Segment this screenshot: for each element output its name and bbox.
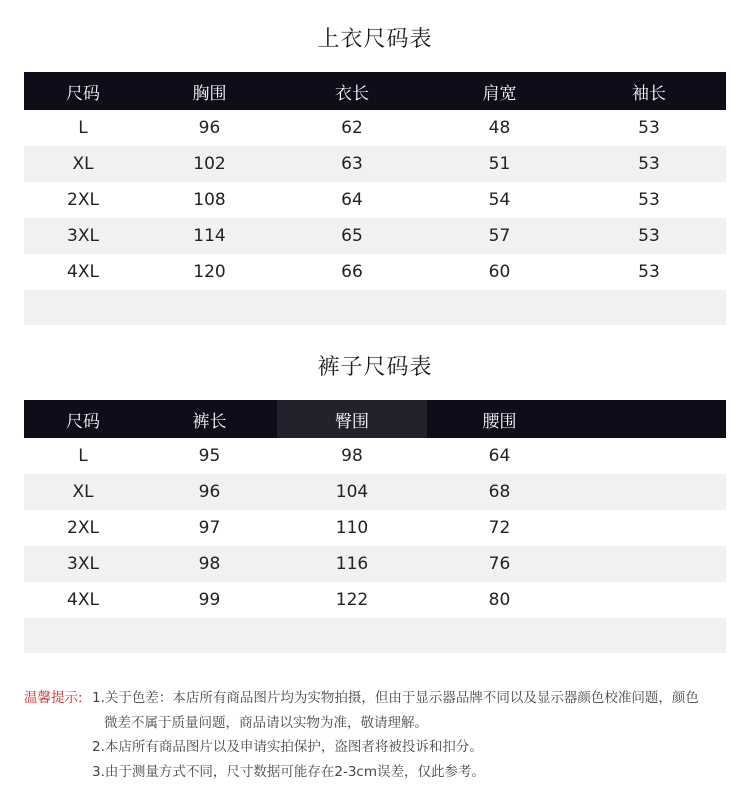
cell-pants-length: 99 — [198, 590, 221, 610]
table-row — [24, 510, 726, 546]
table-row — [24, 182, 726, 218]
cell-empty — [572, 546, 726, 582]
header-pants-length: 裤长 — [142, 400, 277, 438]
cell-size: 4XL — [67, 590, 99, 610]
table-row — [24, 110, 726, 146]
notes-label: 温馨提示: — [24, 690, 83, 706]
table-row — [24, 146, 726, 182]
header-length: 衣长 — [277, 72, 427, 110]
cell-shoulder: 60 — [488, 262, 511, 282]
cell-size: 3XL — [24, 218, 142, 254]
cell-size: 4XL — [67, 262, 99, 282]
cell-empty — [572, 582, 726, 618]
cell-chest: 108 — [193, 190, 226, 210]
cell-waist: 72 — [488, 518, 511, 538]
cell-shoulder: 54 — [488, 190, 511, 210]
cell-size: XL — [24, 474, 142, 510]
header-size: 尺码 — [24, 400, 142, 438]
cell-pants-length: 95 — [198, 446, 221, 466]
note-line: 1.关于色差：本店所有商品图片均为实物拍摄，但由于显示器品牌不同以及显示器颜色校准问题，颜色 — [92, 690, 699, 706]
note-line: 2.本店所有商品图片以及申请实拍保护，盗图者将被投诉和扣分。 — [92, 739, 483, 755]
top-size-chart-title: 上衣尺码表 — [317, 27, 433, 52]
cell-size: 2XL — [67, 190, 99, 210]
table-row — [24, 546, 726, 582]
cell-size: L — [78, 446, 88, 466]
cell-length: 65 — [277, 218, 427, 254]
cell-sleeve: 53 — [638, 190, 660, 210]
table-row — [24, 474, 726, 510]
cell-length: 62 — [341, 118, 363, 138]
header-sleeve: 袖长 — [572, 72, 726, 110]
cell-length: 64 — [341, 190, 363, 210]
cell-pants-length: 98 — [142, 546, 277, 582]
note-line: 微差不属于质量问题，商品请以实物为准，敬请理解。 — [104, 714, 428, 731]
cell-chest: 102 — [142, 146, 277, 182]
cell-empty — [572, 438, 726, 474]
table-header-row — [24, 72, 726, 110]
header-waist: 腰围 — [427, 400, 572, 438]
table-header-row — [24, 400, 726, 438]
cell-hip: 104 — [277, 474, 427, 510]
notes-list — [92, 686, 726, 784]
cell-chest: 114 — [142, 218, 277, 254]
cell-chest: 120 — [193, 262, 226, 282]
pants-size-table — [24, 400, 726, 653]
note-line: 3.由于测量方式不同，尺寸数据可能存在2-3cm误差，仅此参考。 — [92, 763, 486, 780]
cell-waist: 80 — [488, 590, 511, 610]
cell-length: 66 — [341, 262, 363, 282]
cell-size: 2XL — [67, 518, 99, 538]
cell-waist: 76 — [427, 546, 572, 582]
table-blank-row — [24, 618, 726, 653]
cell-sleeve: 53 — [572, 146, 726, 182]
header-empty — [572, 400, 726, 438]
top-size-table — [24, 72, 726, 325]
header-chest: 胸围 — [142, 72, 277, 110]
cell-pants-length: 96 — [142, 474, 277, 510]
pants-size-chart-title: 裤子尺码表 — [317, 355, 433, 380]
header-shoulder: 肩宽 — [427, 72, 572, 110]
cell-size: XL — [24, 146, 142, 182]
table-row — [24, 438, 726, 474]
cell-length: 63 — [277, 146, 427, 182]
cell-shoulder: 48 — [488, 118, 511, 138]
cell-hip: 116 — [277, 546, 427, 582]
cell-empty — [572, 510, 726, 546]
table-row — [24, 582, 726, 618]
cell-waist: 64 — [488, 446, 511, 466]
cell-waist: 68 — [427, 474, 572, 510]
table-row — [24, 218, 726, 254]
cell-size: 3XL — [24, 546, 142, 582]
cell-sleeve: 53 — [638, 118, 660, 138]
cell-hip: 110 — [335, 518, 369, 538]
cell-pants-length: 97 — [198, 518, 221, 538]
cell-size: L — [78, 118, 88, 138]
cell-hip: 98 — [341, 446, 363, 466]
cell-sleeve: 53 — [638, 262, 660, 282]
blank-cell — [24, 290, 726, 325]
cell-hip: 122 — [335, 590, 369, 610]
cell-sleeve: 53 — [572, 218, 726, 254]
cell-empty — [572, 474, 726, 510]
cell-shoulder: 57 — [427, 218, 572, 254]
header-size: 尺码 — [24, 72, 142, 110]
blank-cell — [24, 618, 726, 653]
cell-shoulder: 51 — [427, 146, 572, 182]
table-row — [24, 254, 726, 290]
table-blank-row — [24, 290, 726, 325]
header-hip: 臀围 — [277, 400, 427, 438]
cell-chest: 96 — [198, 118, 221, 138]
